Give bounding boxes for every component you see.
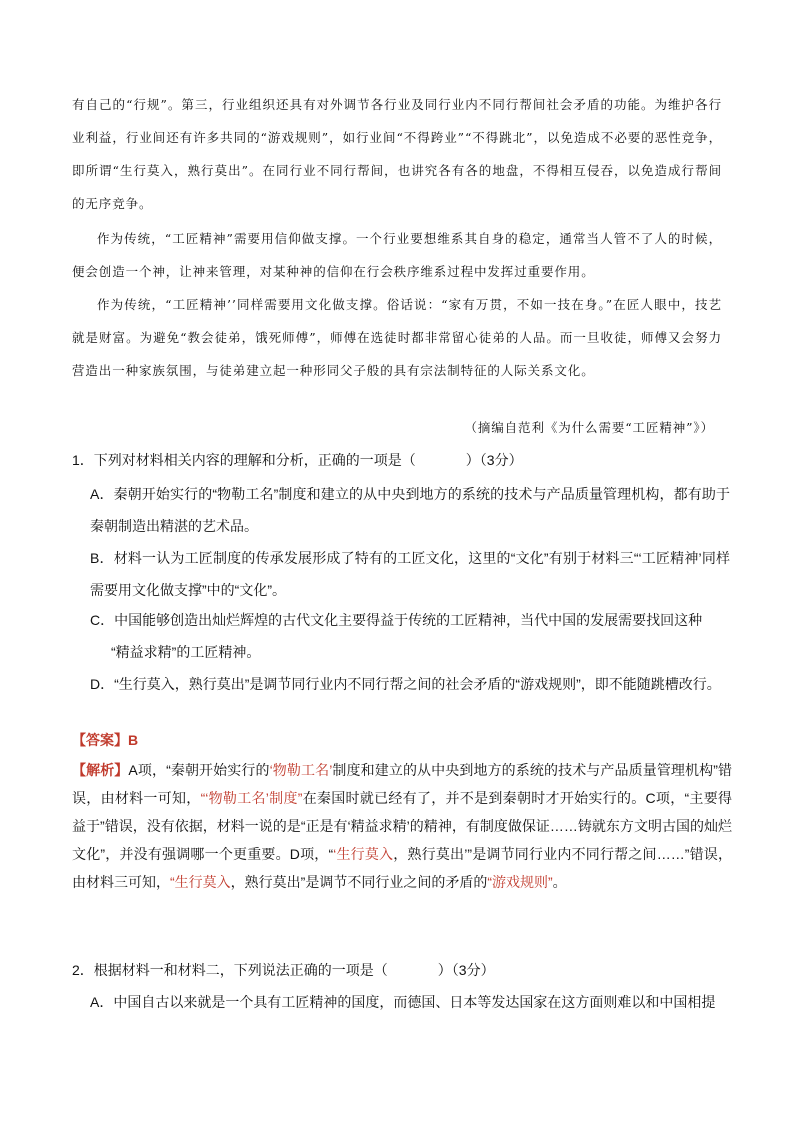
question-1-stem-text: 1．下列对材料相关内容的理解和分析，正确的一项是（	[72, 452, 416, 468]
analysis-text: A项，“秦朝开始实行的	[128, 762, 270, 778]
answer-value: B	[128, 732, 139, 748]
material-paragraph: 作为传统，“工匠精神”需要用信仰做支撑。一个行业要想维系其自身的稳定，通常当人管不了人的时候，便会创造一个神，让神来管理，对某种神的信仰在行会秩序维系过程中发挥过重要作用。	[72, 231, 722, 279]
analysis-tag: 【解析】	[72, 762, 129, 778]
analysis-text: ，熟行莫出”是调节不同行业之间的矛盾的	[230, 874, 488, 890]
analysis-text: 制度和建立的从中央到地方的系统的技术与产品质量管理机构”错误，由材料一可知，	[72, 762, 733, 806]
analysis-text: 。	[552, 874, 567, 890]
analysis-text: 在秦国时就已经有了，并不是到秦朝时才开始实行的。C项，“主要得益于”错误，没有依据，材料一说的是“正是有‘精益求精’的精神，有制度做保证……铸就东方文明古国的灿烂文化”，并没有强调哪一个更重要。D项，“	[72, 790, 733, 862]
analysis-highlight: “‘物勒工名’制度”	[200, 790, 303, 806]
question-1-score: ）（3分）	[465, 452, 523, 468]
analysis-text: ，熟行莫出’”是调节同行业内不同行帮之间……”错误，由材料三可知，	[72, 846, 732, 890]
question-1-option-a: A．秦朝开始实行的“物勒工名”制度和建立的从中央到地方的系统的技术与产品质量管理机构，都有助于秦朝制造出精湛的艺术品。	[90, 486, 730, 534]
question-1-option-c-cont: “精益求精”的工匠精神。	[111, 644, 261, 660]
answer-line	[72, 726, 732, 754]
material-source: （摘编自范利《为什么需要“工匠精神”》）	[464, 420, 714, 435]
analysis-highlight: ‘生行莫入	[333, 846, 394, 862]
question-2-stem-text: 2．根据材料一和材料二，下列说法正确的一项是（	[72, 962, 388, 978]
question-2-stem	[72, 954, 732, 986]
analysis-paragraph	[72, 756, 732, 896]
question-1-stem	[72, 444, 732, 476]
question-2-option-a: A．中国自古以来就是一个具有工匠精神的国度，而德国、日本等发达国家在这方面则难以和中国相提	[90, 994, 716, 1010]
question-1-option-d: D．“生行莫入，熟行莫出”是调节同行业内不同行帮之间的社会矛盾的“游戏规则”，即不能随跳槽改行。	[90, 676, 721, 692]
answer-tag: 【答案】	[72, 732, 128, 748]
question-2-score: ）（3分）	[437, 962, 495, 978]
material-paragraph: 作为传统，“工匠精神’’同样需要用文化做支撑。俗话说：“家有万贯，不如一技在身。”在匠人眼中，技艺就是财富。为避免“教会徒弟，饿死师傅”，师傅在选徒时都非常留心徒弟的人品。而一旦收徒，师傅又会努力营造出一种家族氛围，与徒弟建立起一种形同父子般的具有宗法制特征的人际关系文化。	[72, 297, 722, 378]
material-paragraph: 有自己的“行规”。第三，行业组织还具有对外调节各行业及同行业内不同行帮间社会矛盾的功能。为维护各行业利益，行业间还有许多共同的“游戏规则”，如行业间“不得跨业”“不得跳北”，以免造成不必要的恶性竞争，即所谓“生行莫入，熟行莫出”。在同行业不同行帮间，也讲究各有各的地盘，不得相互侵吞，以免造成行帮间的无序竞争。	[72, 97, 722, 211]
question-1-option-c: C．中国能够创造出灿烂辉煌的古代文化主要得益于传统的工匠精神，当代中国的发展需要找回这种	[90, 612, 703, 628]
analysis-highlight: “生行莫入	[170, 874, 231, 890]
analysis-highlight: “游戏规则”	[487, 874, 553, 890]
question-1-option-b: B．材料一认为工匠制度的传承发展形成了特有的工匠文化，这里的“文化”有别于材料三“‘工匠精神’同样需要用文化做支撑”中的“文化”。	[90, 550, 730, 598]
analysis-highlight: ‘物勒工名’	[269, 762, 333, 778]
